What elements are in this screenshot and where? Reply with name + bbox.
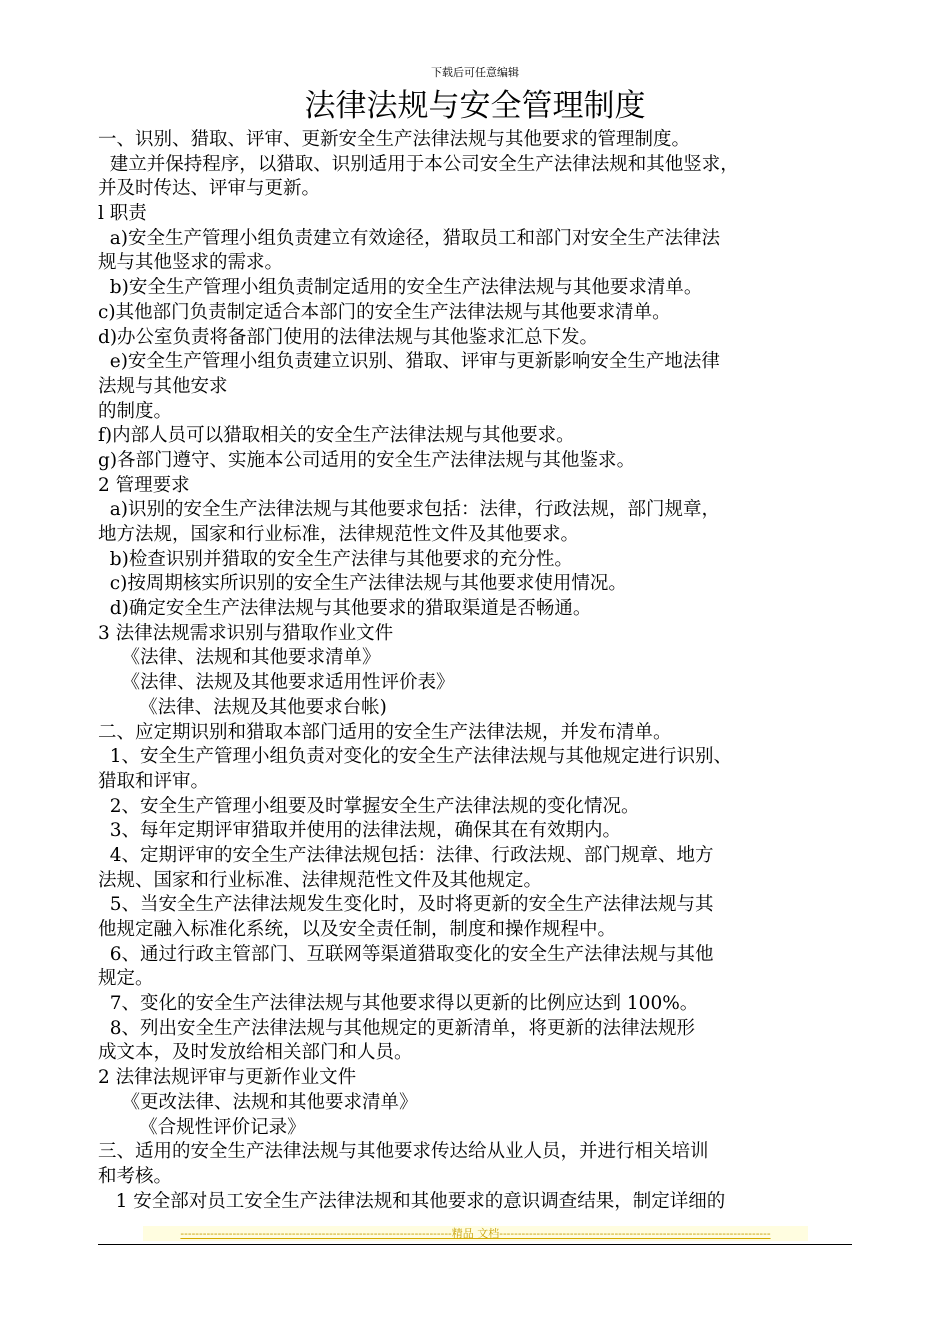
body-line: d)办公室负责将备部门使用的法律法规与其他鉴求汇总下发。 bbox=[98, 326, 599, 348]
body-line: b)检查识别并猎取的安全生产法律与其他要求的充分性。 bbox=[98, 548, 573, 570]
body-line: 一、识别、猎取、评审、更新安全生产法律法规与其他要求的管理制度。 bbox=[98, 129, 691, 150]
body-line: 成文本，及时发放给相关部门和人员。 bbox=[98, 1042, 413, 1064]
body-line: d)确定安全生产法律法规与其他要求的猎取渠道是否畅通。 bbox=[98, 598, 592, 620]
page-title: 法律法规与安全管理制度 bbox=[304, 88, 646, 124]
document-body bbox=[98, 128, 868, 1214]
footer-banner: -------------------------------------------------------------------------精品 文档------------------------------------------------------------------------- bbox=[143, 1226, 808, 1241]
body-line: a)安全生产管理小组负责建立有效途径，猎取员工和部门对安全生产法律法 bbox=[98, 227, 721, 249]
body-line: 5、当安全生产法律法规发生变化时，及时将更新的安全生产法律法规与其 bbox=[98, 894, 714, 916]
body-line: 法规、国家和行业标准、法律规范性文件及其他规定。 bbox=[98, 869, 543, 891]
body-line: 2 管理要求 bbox=[98, 474, 190, 496]
body-line: 6、通过行政主管部门、互联网等渠道猎取变化的安全生产法律法规与其他 bbox=[98, 943, 714, 965]
body-line: 并及时传达、评审与更新。 bbox=[98, 178, 321, 200]
body-line: c)按周期核实所识别的安全生产法律法规与其他要求使用情况。 bbox=[98, 573, 627, 595]
body-line: b)安全生产管理小组负责制定适用的安全生产法律法规与其他要求清单。 bbox=[98, 277, 703, 299]
body-line: c)其他部门负责制定适合本部门的安全生产法律法规与其他要求清单。 bbox=[98, 301, 671, 323]
body-line: l 职责 bbox=[98, 203, 147, 225]
body-line: 他规定融入标准化系统，以及安全责任制，制度和操作规程中。 bbox=[98, 919, 617, 940]
body-line: 和考核。 bbox=[98, 1165, 173, 1187]
body-line: a)识别的安全生产法律法规与其他要求包括：法律，行政法规，部门规章， bbox=[98, 499, 721, 521]
body-line: 8、列出安全生产法律法规与其他规定的更新清单，将更新的法律法规形 bbox=[98, 1017, 696, 1039]
body-line: 规定。 bbox=[98, 968, 154, 990]
body-line: 法规与其他安求 bbox=[98, 375, 228, 397]
body-line: f)内部人员可以猎取相关的安全生产法律法规与其他要求。 bbox=[98, 425, 575, 447]
body-line: 建立并保持程序，以猎取、识别适用于本公司安全生产法律法规和其他竖求， bbox=[98, 153, 739, 175]
body-line: 《法律、法规及其他要求适用性评价表》 bbox=[98, 672, 455, 694]
body-line: 《法律、法规及其他要求台帐) bbox=[98, 696, 387, 718]
body-line: 《法律、法规和其他要求清单》 bbox=[98, 647, 381, 669]
body-line: g)各部门遵守、实施本公司适用的安全生产法律法规与其他鉴求。 bbox=[98, 449, 636, 471]
body-line: 7、变化的安全生产法律法规与其他要求得以更新的比例应达到 100%。 bbox=[98, 993, 699, 1015]
body-line: 规与其他竖求的需求。 bbox=[98, 252, 284, 274]
footer-divider bbox=[98, 1244, 852, 1245]
body-line: 《合规性评价记录》 bbox=[98, 1116, 306, 1138]
body-line: 《更改法律、法规和其他要求清单》 bbox=[98, 1091, 418, 1113]
body-line: 二、应定期识别和猎取本部门适用的安全生产法律法规，并发布清单。 bbox=[98, 721, 672, 743]
body-line: 3 法律法规需求识别与猎取作业文件 bbox=[98, 622, 394, 644]
body-line: 三、适用的安全生产法律法规与其他要求传达给从业人员，并进行相关培训 bbox=[98, 1141, 709, 1163]
body-line: e)安全生产管理小组负责建立识别、猎取、评审与更新影响安全生产地法律 bbox=[98, 351, 720, 373]
body-line: 3、每年定期评审猎取并使用的法律法规，确保其在有效期内。 bbox=[98, 820, 622, 842]
body-line: 4、定期评审的安全生产法律法规包括：法律、行政法规、部门规章、地方 bbox=[98, 844, 714, 866]
body-line: 1 安全部对员工安全生产法律法规和其他要求的意识调查结果，制定详细的 bbox=[98, 1190, 726, 1212]
body-line: 2 法律法规评审与更新作业文件 bbox=[98, 1067, 357, 1089]
header-note: 下载后可任意编辑 bbox=[431, 66, 519, 79]
body-line: 地方法规，国家和行业标准，法律规范性文件及其他要求。 bbox=[98, 524, 580, 545]
body-line: 1、安全生产管理小组负责对变化的安全生产法律法规与其他规定进行识别、 bbox=[98, 746, 733, 768]
body-line: 猎取和评审。 bbox=[98, 770, 210, 792]
body-line: 的制度。 bbox=[98, 400, 173, 422]
body-line: 2、安全生产管理小组要及时掌握安全生产法律法规的变化情况。 bbox=[98, 795, 640, 817]
